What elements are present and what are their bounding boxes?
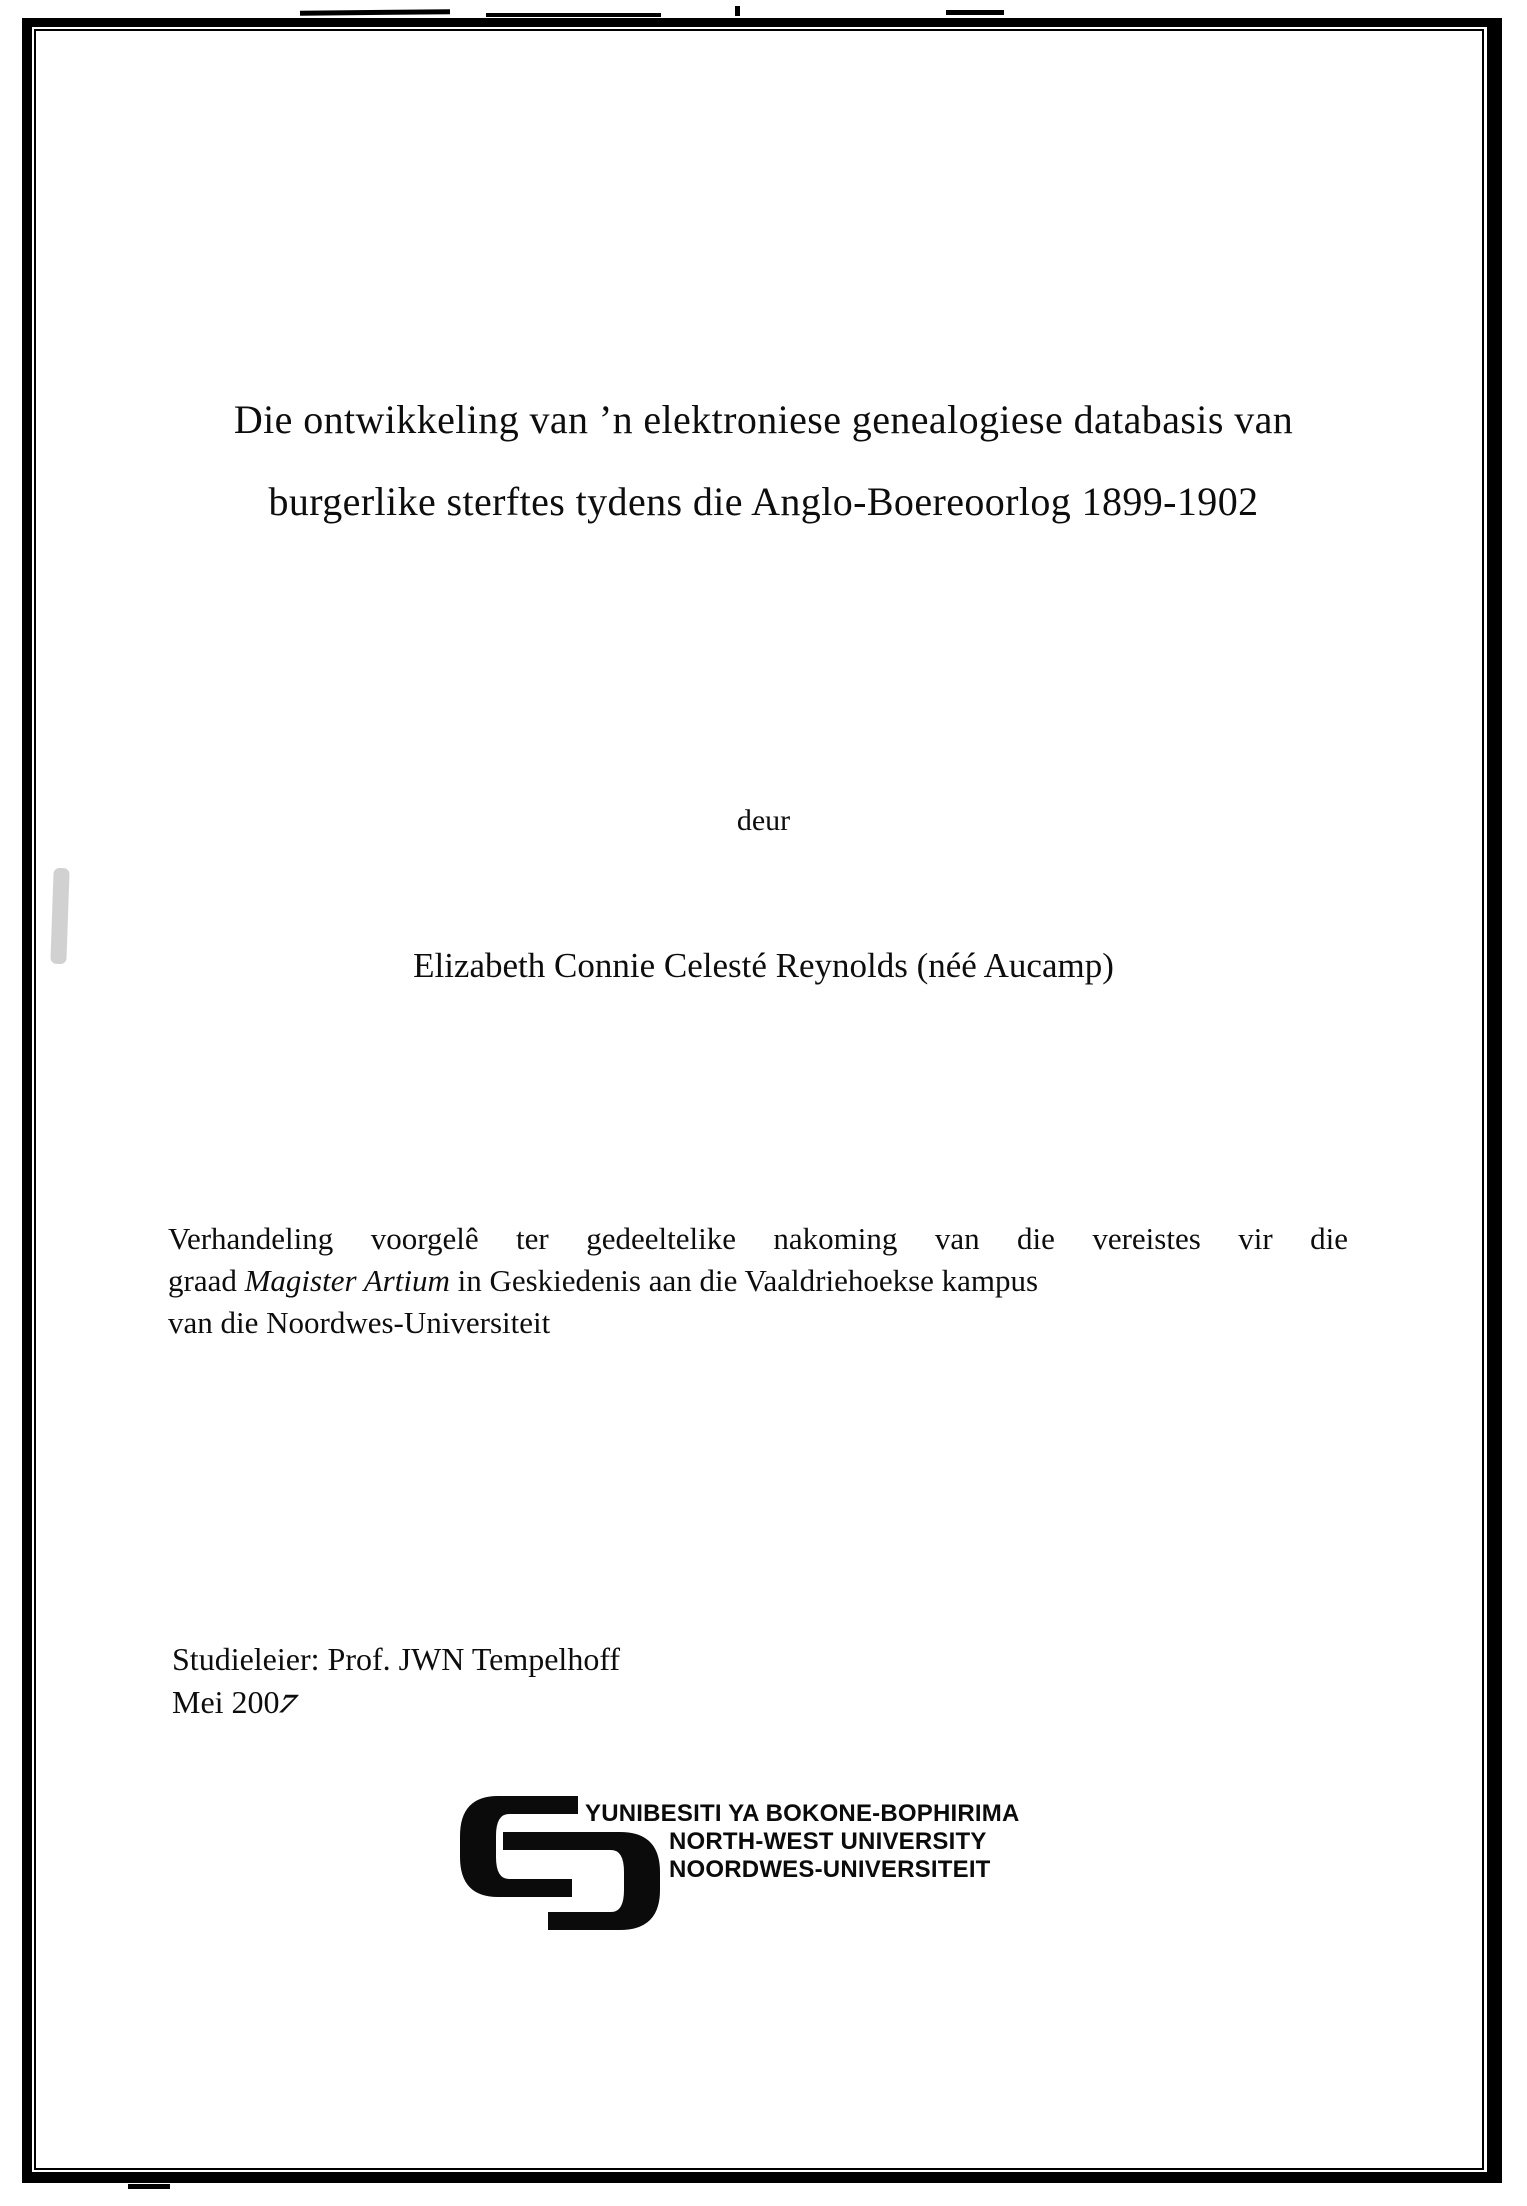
date-prefix: Mei 200	[172, 1684, 280, 1720]
degree-name: Magister Artium	[244, 1263, 450, 1298]
scan-artifact	[735, 6, 740, 16]
scan-artifact	[300, 9, 450, 16]
supervisor-line: Studieleier: Prof. JWN Tempelhoff	[172, 1641, 621, 1677]
byline-label: deur	[736, 804, 791, 837]
thesis-description	[168, 1218, 1348, 1344]
description-line-1: Verhandeling voorgelê ter gedeeltelike nakoming van die vereistes vir die	[168, 1221, 1348, 1256]
thesis-title-line-2: burgerlike sterftes tydens die Anglo-Boereoorlog 1899-1902	[268, 479, 1259, 524]
scan-artifact	[486, 13, 661, 17]
logo-text-line-1: YUNIBESITI YA BOKONE-BOPHIRIMA	[585, 1800, 1020, 1827]
footer-block	[172, 1638, 620, 1724]
description-line-2	[168, 1260, 1348, 1302]
university-logo-text	[585, 1800, 1020, 1884]
scan-artifact	[946, 10, 1004, 15]
logo-text-line-2: NORTH-WEST UNIVERSITY	[669, 1828, 987, 1855]
scan-artifact	[128, 2184, 170, 2189]
date-line	[172, 1681, 620, 1724]
description-line-3: van die Noordwes-Universiteit	[168, 1305, 551, 1340]
description-line-2-post: in Geskiedenis aan die Vaaldriehoekse kampus	[449, 1263, 1039, 1298]
logo-text-line-3: NOORDWES-UNIVERSITEIT	[669, 1856, 991, 1883]
author-name: Elizabeth Connie Celesté Reynolds (néé Aucamp)	[413, 946, 1114, 985]
description-line-2-pre: graad	[168, 1263, 245, 1298]
thesis-title-line-1: Die ontwikkeling van ’n elektroniese genealogiese databasis van	[233, 397, 1294, 442]
date-digit: 7	[272, 1687, 303, 1719]
